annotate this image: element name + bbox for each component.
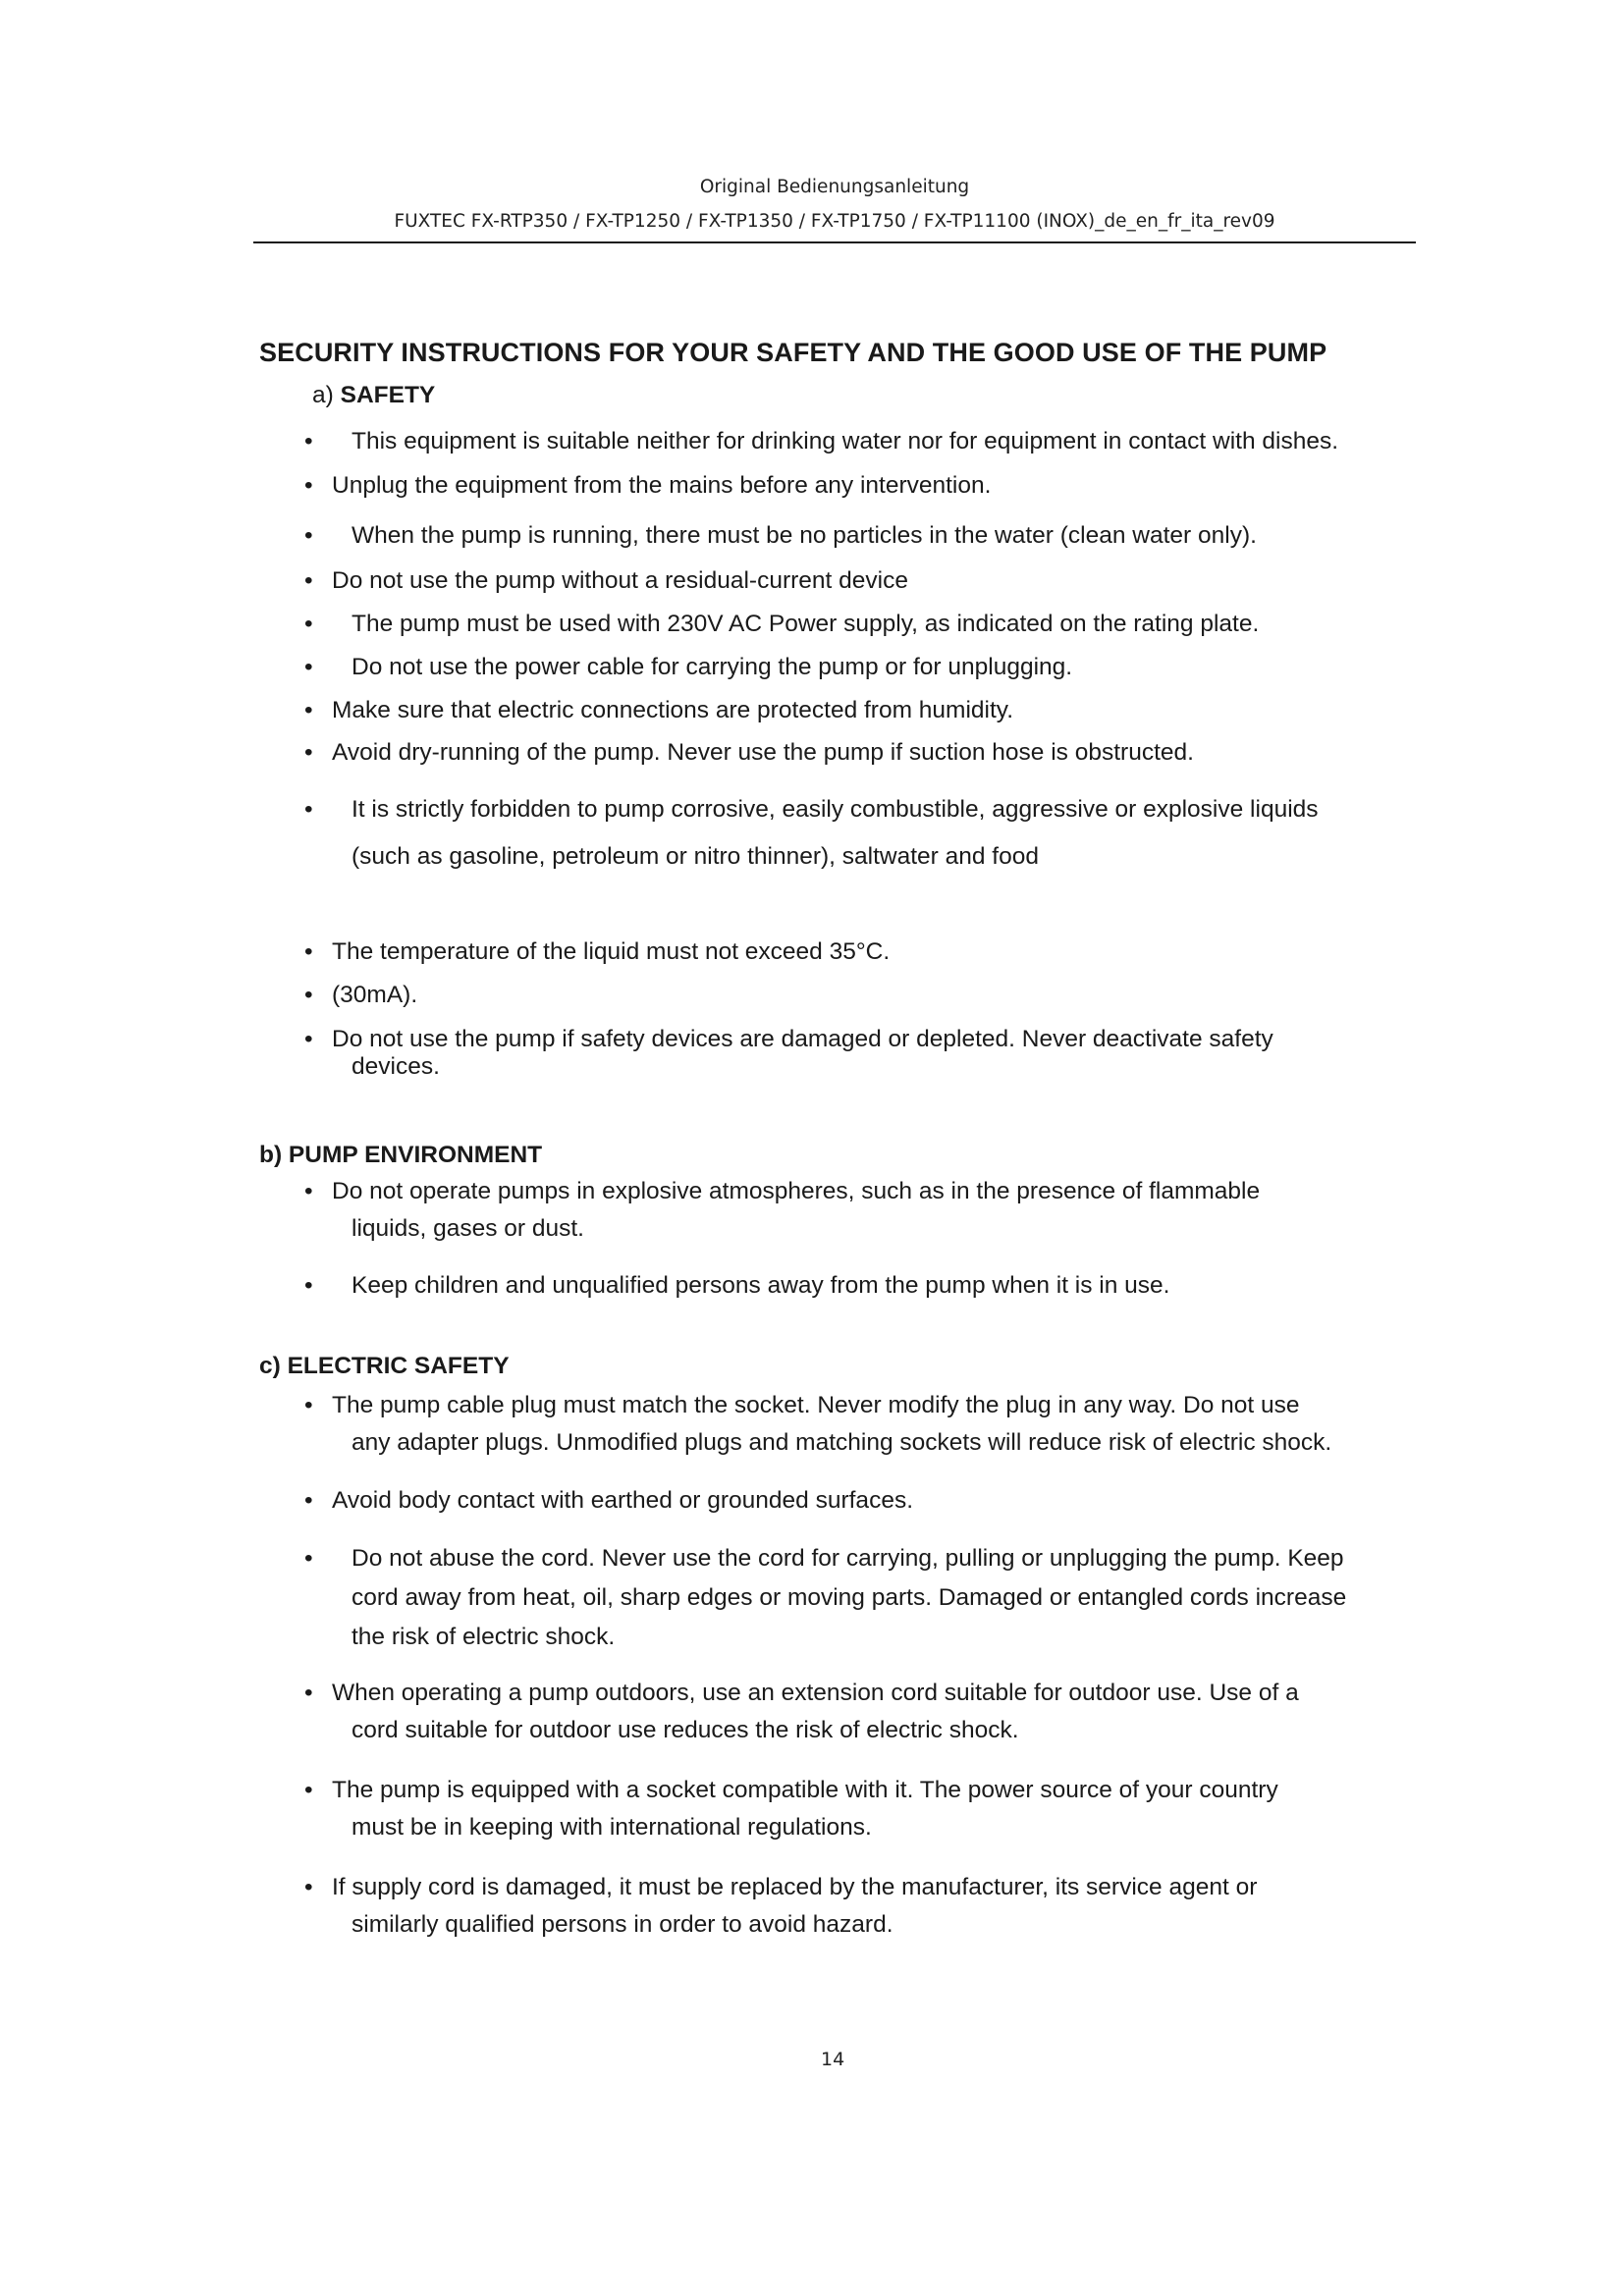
safety-heading xyxy=(312,382,435,409)
bullet-dot: • xyxy=(304,472,313,499)
bullet-dot: • xyxy=(304,982,313,1008)
safety-heading-label: SAFETY xyxy=(340,382,436,408)
list-item-text: If supply cord is damaged, it must be replaced by the manufacturer, its service agent or xyxy=(332,1874,1258,1900)
bullet-dot: • xyxy=(304,739,313,766)
bullet-dot: • xyxy=(304,567,313,594)
list-item-text: Do not operate pumps in explosive atmospheres, such as in the presence of flammable xyxy=(332,1178,1261,1204)
bullet-dot: • xyxy=(304,654,313,680)
bullet-dot: • xyxy=(304,938,313,965)
environment-heading: b) PUMP ENVIRONMENT xyxy=(259,1142,543,1168)
list-item-text: Do not use the power cable for carrying the pump or for unplugging. xyxy=(352,654,1073,680)
electric-heading: c) ELECTRIC SAFETY xyxy=(259,1353,510,1379)
page-number: 14 xyxy=(821,2049,845,2070)
bullet-dot: • xyxy=(304,1545,313,1572)
list-item-text: Make sure that electric connections are protected from humidity. xyxy=(332,697,1014,723)
list-item-text: The temperature of the liquid must not exceed 35°C. xyxy=(332,938,891,965)
list-item-text: Avoid body contact with earthed or grounded surfaces. xyxy=(332,1487,913,1514)
bullet-dot: • xyxy=(304,611,313,637)
list-item-text: The pump must be used with 230V AC Power supply, as indicated on the rating plate. xyxy=(352,611,1260,637)
list-item-text: (such as gasoline, petroleum or nitro thinner), saltwater and food xyxy=(352,843,1039,870)
list-item-text: cord away from heat, oil, sharp edges or moving parts. Damaged or entangled cords increase xyxy=(352,1584,1347,1611)
list-item-text: the risk of electric shock. xyxy=(352,1624,616,1650)
list-item-text: This equipment is suitable neither for drinking water nor for equipment in contact with dishes. xyxy=(352,428,1339,454)
bullet-dot: • xyxy=(304,1680,313,1706)
bullet-dot: • xyxy=(304,1487,313,1514)
list-item-text: The pump is equipped with a socket compatible with it. The power source of your country xyxy=(332,1777,1278,1803)
bullet-dot: • xyxy=(304,522,313,549)
list-item-text: devices. xyxy=(352,1053,440,1080)
list-item-text: Unplug the equipment from the mains before any intervention. xyxy=(332,472,992,499)
header-rule xyxy=(253,241,1416,243)
bullet-dot: • xyxy=(304,1874,313,1900)
bullet-dot: • xyxy=(304,1392,313,1418)
list-item-text: any adapter plugs. Unmodified plugs and matching sockets will reduce risk of electric shock. xyxy=(352,1429,1332,1456)
bullet-dot: • xyxy=(304,697,313,723)
list-item-text: cord suitable for outdoor use reduces the risk of electric shock. xyxy=(352,1717,1019,1743)
bullet-dot: • xyxy=(304,428,313,454)
list-item-text: must be in keeping with international regulations. xyxy=(352,1814,872,1841)
list-item-text: Do not use the pump without a residual-current device xyxy=(332,567,908,594)
list-item-text: Do not abuse the cord. Never use the cord for carrying, pulling or unplugging the pump. Keep xyxy=(352,1545,1344,1572)
list-item-text: Keep children and unqualified persons away from the pump when it is in use. xyxy=(352,1272,1170,1299)
bullet-dot: • xyxy=(304,1026,313,1052)
bullet-dot: • xyxy=(304,1777,313,1803)
bullet-dot: • xyxy=(304,1272,313,1299)
list-item-text: Avoid dry-running of the pump. Never use the pump if suction hose is obstructed. xyxy=(332,739,1194,766)
page-title: SECURITY INSTRUCTIONS FOR YOUR SAFETY AND THE GOOD USE OF THE PUMP xyxy=(259,338,1327,367)
list-item-text: liquids, gases or dust. xyxy=(352,1215,584,1242)
header-model-line: FUXTEC FX-RTP350 / FX-TP1250 / FX-TP1350 / FX-TP1750 / FX-TP11100 (INOX)_de_en_fr_ita_rev09 xyxy=(394,211,1275,232)
list-item-text: It is strictly forbidden to pump corrosive, easily combustible, aggressive or explosive liquids xyxy=(352,796,1319,823)
bullet-dot: • xyxy=(304,796,313,823)
list-item-text: similarly qualified persons in order to avoid hazard. xyxy=(352,1911,893,1938)
list-item-text: Do not use the pump if safety devices are damaged or depleted. Never deactivate safety xyxy=(332,1026,1273,1052)
list-item-text: The pump cable plug must match the socket. Never modify the plug in any way. Do not use xyxy=(332,1392,1300,1418)
list-item-text: (30mA). xyxy=(332,982,418,1008)
header-title: Original Bedienungsanleitung xyxy=(699,177,970,197)
safety-heading-prefix: a) xyxy=(312,382,334,408)
list-item-text: When operating a pump outdoors, use an extension cord suitable for outdoor use. Use of a xyxy=(332,1680,1299,1706)
list-item-text: When the pump is running, there must be no particles in the water (clean water only). xyxy=(352,522,1257,549)
bullet-dot: • xyxy=(304,1178,313,1204)
